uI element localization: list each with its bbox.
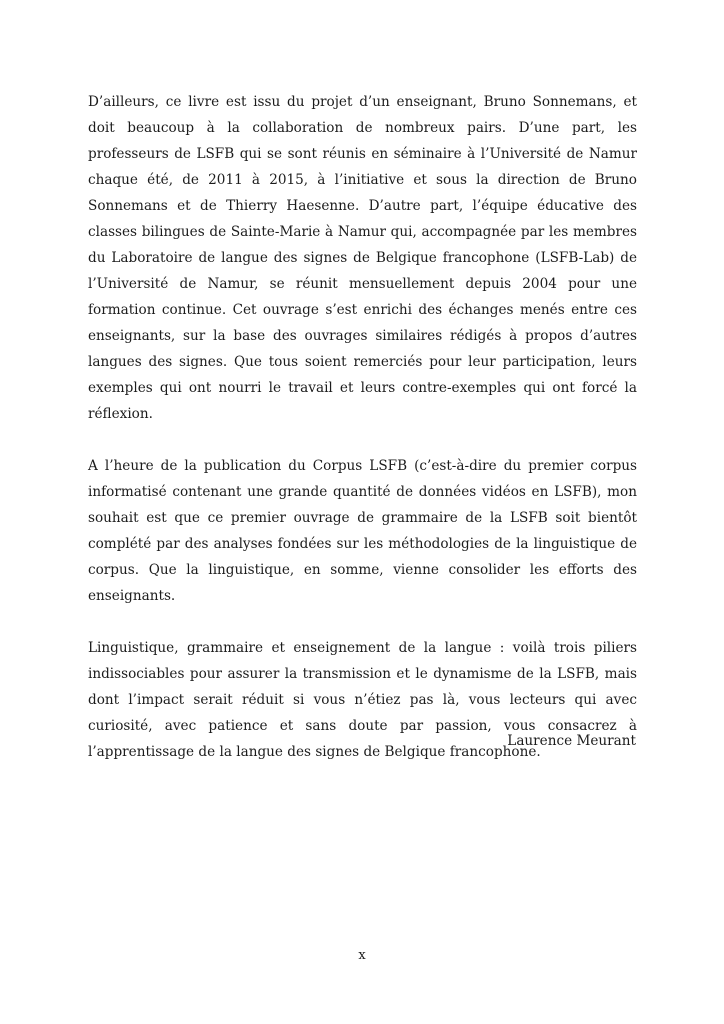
body-text (88, 89, 637, 765)
paragraph-acknowledgements: D’ailleurs, ce livre est issu du projet d’un enseignant, Bruno Sonnemans, et doit beaucoup à la collaboration de nombreux pairs. D’une part, les professeurs de LSFB qui se sont réunis en séminaire à l’Université de Namur chaque été, de 2011 à 2015, à l’initiative et sous la direction de Bruno Sonnemans et de Thierry Haesenne. D’autre part, l’équipe éducative des classes bilingues de Sainte-Marie à Namur qui, accompagnée par les membres du Laboratoire de langue des signes de Belgique francophone (LSFB-Lab) de l’Université de Namur, se réunit mensuellement depuis 2004 pour une formation continue. Cet ouvrage s’est enrichi des échanges menés entre ces enseignants, sur la base des ouvrages similaires rédigés à propos d’autres langues des signes. Que tous soient remerciés pour leur participation, leurs exemples qui ont nourri le travail et leurs contre-exemples qui ont forcé la réflexion. (88, 94, 637, 422)
paragraph-corpus: A l’heure de la publication du Corpus LSFB (c’est-à-dire du premier corpus informatisé contenant une grande quantité de données vidéos en LSFB), mon souhait est que ce premier ouvrage de grammaire de la LSFB soit bientôt complété par des analyses fondées sur les méthodologies de la linguistique de corpus. Que la linguistique, en somme, vienne consolider les efforts des enseignants. (88, 458, 637, 604)
page-number: x (358, 948, 366, 963)
paragraph-conclusion: Linguistique, grammaire et enseignement de la langue : voilà trois piliers indissociables pour assurer la transmission et le dynamisme de la LSFB, mais dont l’impact serait réduit si vous n’étiez pas là, vous lecteurs qui avec curiosité, avec patience et sans doute par passion, vous consacrez à l’apprentissage de la langue des signes de Belgique francophone. (88, 640, 637, 760)
author-signature: Laurence Meurant (507, 733, 636, 749)
